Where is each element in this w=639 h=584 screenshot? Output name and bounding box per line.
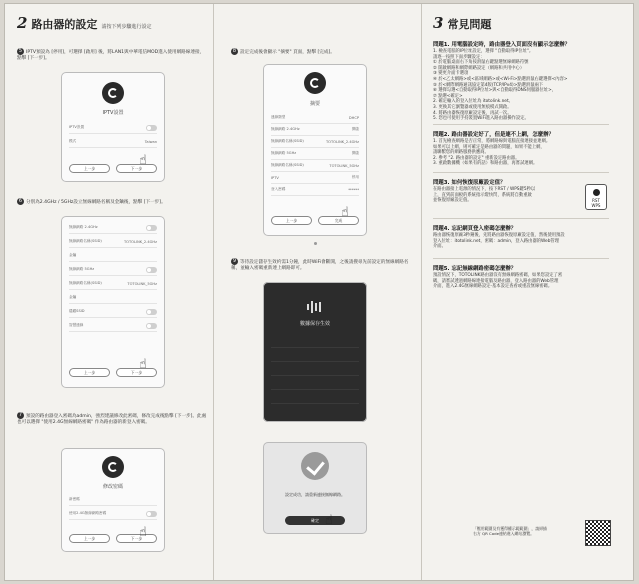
faq-question: 問題4. 忘記網頁登入密碼怎麼辦？: [433, 226, 517, 232]
step-number: 9: [232, 258, 237, 264]
key24-row: 金鑰: [69, 250, 157, 262]
step-7: [17, 412, 207, 427]
step-text: IPTV預設為 [停用]，可選擇 [啟用] 後，將LAN1與中華電信MOD進入使用網路線連接，點擊 [下一步]。: [17, 50, 205, 62]
hand-pointer-icon: ☝: [139, 153, 147, 168]
mode-select[interactable]: Taiwan: [144, 139, 157, 144]
step-6: [17, 198, 207, 206]
faq-column: [433, 4, 623, 580]
ssid24-input[interactable]: TOTOLINK_2.4GHz: [123, 239, 157, 244]
step-5: [17, 48, 207, 63]
faq-5: [433, 264, 609, 290]
summary-row: 無線網路 2.4GHz 開啟: [271, 124, 359, 136]
new-password-field[interactable]: 新密碼: [69, 497, 80, 501]
next-button[interactable]: 下一步: [116, 534, 157, 543]
smart-connect-toggle[interactable]: [146, 323, 157, 329]
wifi5-row: 無線網路 5GHz: [69, 264, 157, 276]
section2-subtitle: 請按下列步驟進行設定: [101, 24, 152, 30]
step-text: 分別為2.4GHz / 5GHz設立無線網路名稱及金鑰後，點擊 [下一步]。: [26, 200, 166, 205]
check-circle-icon: [301, 452, 329, 480]
rst-wps-button-icon: RST WPS: [585, 184, 607, 210]
section2-title: 路由器的設定: [31, 18, 98, 31]
fold-line: [421, 4, 422, 580]
step-8: [231, 48, 411, 56]
section3-number: 3: [433, 14, 444, 32]
next-button[interactable]: 下一步: [116, 368, 157, 377]
summary-row: 連線類型 DHCP: [271, 112, 359, 124]
faq-question: 問題5. 忘記無線網路密碼怎麼辦？: [433, 266, 517, 272]
faq-question: 問題2. 路由器設定好了，但是連不上網，怎麼辦？: [433, 132, 554, 138]
screen-title: 數據保存生效: [299, 321, 330, 327]
section2-number: 2: [17, 14, 28, 32]
wifi24-row: 無線網路 2.4GHz: [69, 222, 157, 234]
prev-button[interactable]: 上一步: [271, 216, 312, 225]
screen-title: 摘要: [309, 101, 320, 107]
iptv-toggle[interactable]: [146, 125, 157, 131]
smart-connect-row: 智慧連線: [69, 320, 157, 332]
faq-2: [433, 130, 609, 167]
wifi24-toggle[interactable]: [146, 225, 157, 231]
faq-answer: 1. 首先檢查網路是否正常，將網路線與電腦直接連接並連網。 如果可以上網，則可確定是路由器的問題，如果不能上網， 請聯繫您的網路服務供應商。 2. 參考 "2. 路由器的設定" 重新設定路由器。 3. 重啟數據機（如果有的話）和路由器，再嘗試連網。: [433, 139, 551, 167]
phone-saving-screen: [263, 282, 367, 422]
divider: [433, 124, 609, 125]
done-button[interactable]: 完成: [318, 216, 359, 225]
ssid5-input[interactable]: TOTOLINK_5GHz: [127, 281, 157, 286]
phone-summary-screen: [263, 64, 367, 236]
divider: [433, 218, 609, 219]
footer-note: 「壓用範圍及有獲得權示範範圍」，請掃描 右方 QR Code連結進入網站瀏覽。: [473, 526, 547, 537]
dim-row: [271, 364, 359, 376]
divider: [433, 258, 609, 259]
faq-answer: 1. 檢查電腦的IP位址設定，選擇 "自動取得IP位址"。 請逐一按照下面步驟設定： ① 於電腦桌面右下角按滑鼠右鍵點選無線網路符號 ② 開啟網路和網際網路設定（網路和共用中心） ③ 變更介面卡選項 ④ 於<乙太網路>或<區域網路>或<Wi-Fi>點選滑鼠右鍵選擇<內容> ⑤ 於<網際網路通訊協定第4版(TCP/IPv4)>點選滑鼠兩下 ⑥ 選擇勾選<自動取得IP位址>與<自動取得DNS伺服器位址>， ⑦ 點選<確定> 2. 確定輸入的登入位址為 itotolink.net。 3. 更換其它瀏覽器或使用無痕模式開啟。 4. 將路由器恢復原廠設定後，再試一次。 5. 您也可使用手持裝置WiFi進入路由器操作設定。: [433, 49, 568, 122]
next-button[interactable]: 下一步: [116, 164, 157, 173]
prev-button[interactable]: 上一步: [69, 164, 110, 173]
faq-answer: 路由器恢復原廠3秒鐘後，先將路由器恢復原廠設定值，然後使用預設 登入位址：itotolink.net，密碼：admin，登入路由器的Web管理 介面。: [433, 233, 565, 250]
iptv-row: IPTV設置: [69, 122, 157, 134]
totolink-logo-icon: [304, 72, 326, 94]
page-indicator: [314, 242, 317, 245]
hand-pointer-icon: ☝: [139, 525, 147, 540]
section3-title: 常見問題: [447, 18, 492, 31]
summary-row: 登入密碼 ******: [271, 184, 359, 196]
faq-question: 問題3. 如何恢復原廠設定值？: [433, 180, 506, 186]
step-number: 7: [18, 412, 23, 418]
summary-row: 無線網路 5GHz 開啟: [271, 148, 359, 160]
step-text: 等待設定儲存生效約需1分鐘，此時WiFi會斷開，之後請搜尋先前設定的無線網路名稱，並輸入密碼重新連上網路即可。: [231, 260, 409, 272]
loading-icon: [307, 300, 323, 314]
dim-row: [271, 350, 359, 362]
mode-row: 模式 Taiwan: [69, 136, 157, 148]
hide-ssid-row: 隱藏SSID: [69, 306, 157, 318]
divider: [433, 172, 609, 173]
prev-button[interactable]: 上一步: [69, 534, 110, 543]
wifi5-toggle[interactable]: [146, 267, 157, 273]
step-number: 5: [18, 48, 23, 54]
hand-pointer-icon: ☝: [325, 513, 333, 528]
dim-row: [271, 392, 359, 404]
screen-title: 修改密碼: [102, 484, 123, 490]
dim-row: [271, 336, 359, 348]
hide-ssid-toggle[interactable]: [146, 309, 157, 315]
step-text: 預設的路由器登入密碼為admin，強烈建議修改此密碼，修改完成後點擊 [下一步]。此處也可以選擇 "使用2.4G無線網路密碼" 作為路由器的新登入密碼。: [17, 414, 207, 426]
phone-success-screen: [263, 442, 367, 534]
ok-button[interactable]: 確定: [285, 516, 345, 525]
use-wifi-password-row: 使用2.4G無線網路密碼: [69, 508, 157, 520]
fold-line: [213, 4, 214, 580]
qr-code-icon[interactable]: [585, 520, 611, 546]
dim-row: [271, 378, 359, 390]
phone-wireless-screen: [61, 216, 165, 388]
ssid5-row: 無線網路名稱(SSID) TOTOLINK_5GHz: [69, 278, 157, 290]
success-message: 設定成功，請重新連接無線網路。: [285, 492, 345, 497]
step-number: 8: [232, 48, 237, 54]
use-wifi-password-toggle[interactable]: [146, 511, 157, 517]
section2-header: [17, 14, 151, 32]
faq-answer: 在路由器接上電源的情況下，按下RST / WPS鍵5秒以 上，直到前面板的系統指示燈快閃，系統將自動重啟 並恢復原廠設定值。: [433, 187, 536, 204]
prev-button[interactable]: 上一步: [69, 368, 110, 377]
faq-question: 問題1. 用電腦設定時，路由器登入頁面沒有顯示怎麼辦？: [433, 42, 571, 48]
faq-3: [433, 178, 583, 204]
phone-password-screen: [61, 448, 165, 552]
step-9: [231, 258, 411, 273]
faq-4: [433, 224, 609, 250]
screen-title: IPTV設置: [102, 110, 124, 116]
manual-sheet: [4, 3, 634, 581]
new-password-row: [69, 494, 157, 506]
step-text: 設定完成後會顯示 "摘要" 頁面，點擊 [完成]。: [240, 50, 335, 55]
hand-pointer-icon: ☝: [341, 205, 349, 220]
phone-iptv-screen: [61, 72, 165, 182]
faq-1: [433, 40, 609, 122]
summary-row: 無線網路名稱(SSID) TOTOLINK_2.4GHz: [271, 136, 359, 148]
ssid24-row: 無線網路名稱(SSID) TOTOLINK_2.4GHz: [69, 236, 157, 248]
faq-answer: 預設情況下，TOTOLINK路由器沒有無線網路密碼，如果您設定了密 碼，請嘗試透過網路線連接電腦及路由器，登入路由器的Web管理 介面，進入2.4G無線網路設定-基本設定查看或重設無線密碼。: [433, 273, 563, 290]
totolink-logo-icon: [102, 456, 124, 478]
summary-row: IPTV 停用: [271, 172, 359, 184]
summary-row: 無線網路名稱(SSID) TOTOLINK_5GHz: [271, 160, 359, 172]
key5-row: 金鑰: [69, 292, 157, 304]
hand-pointer-icon: ☝: [139, 357, 147, 372]
totolink-logo-icon: [102, 82, 124, 104]
step-number: 6: [18, 198, 23, 204]
